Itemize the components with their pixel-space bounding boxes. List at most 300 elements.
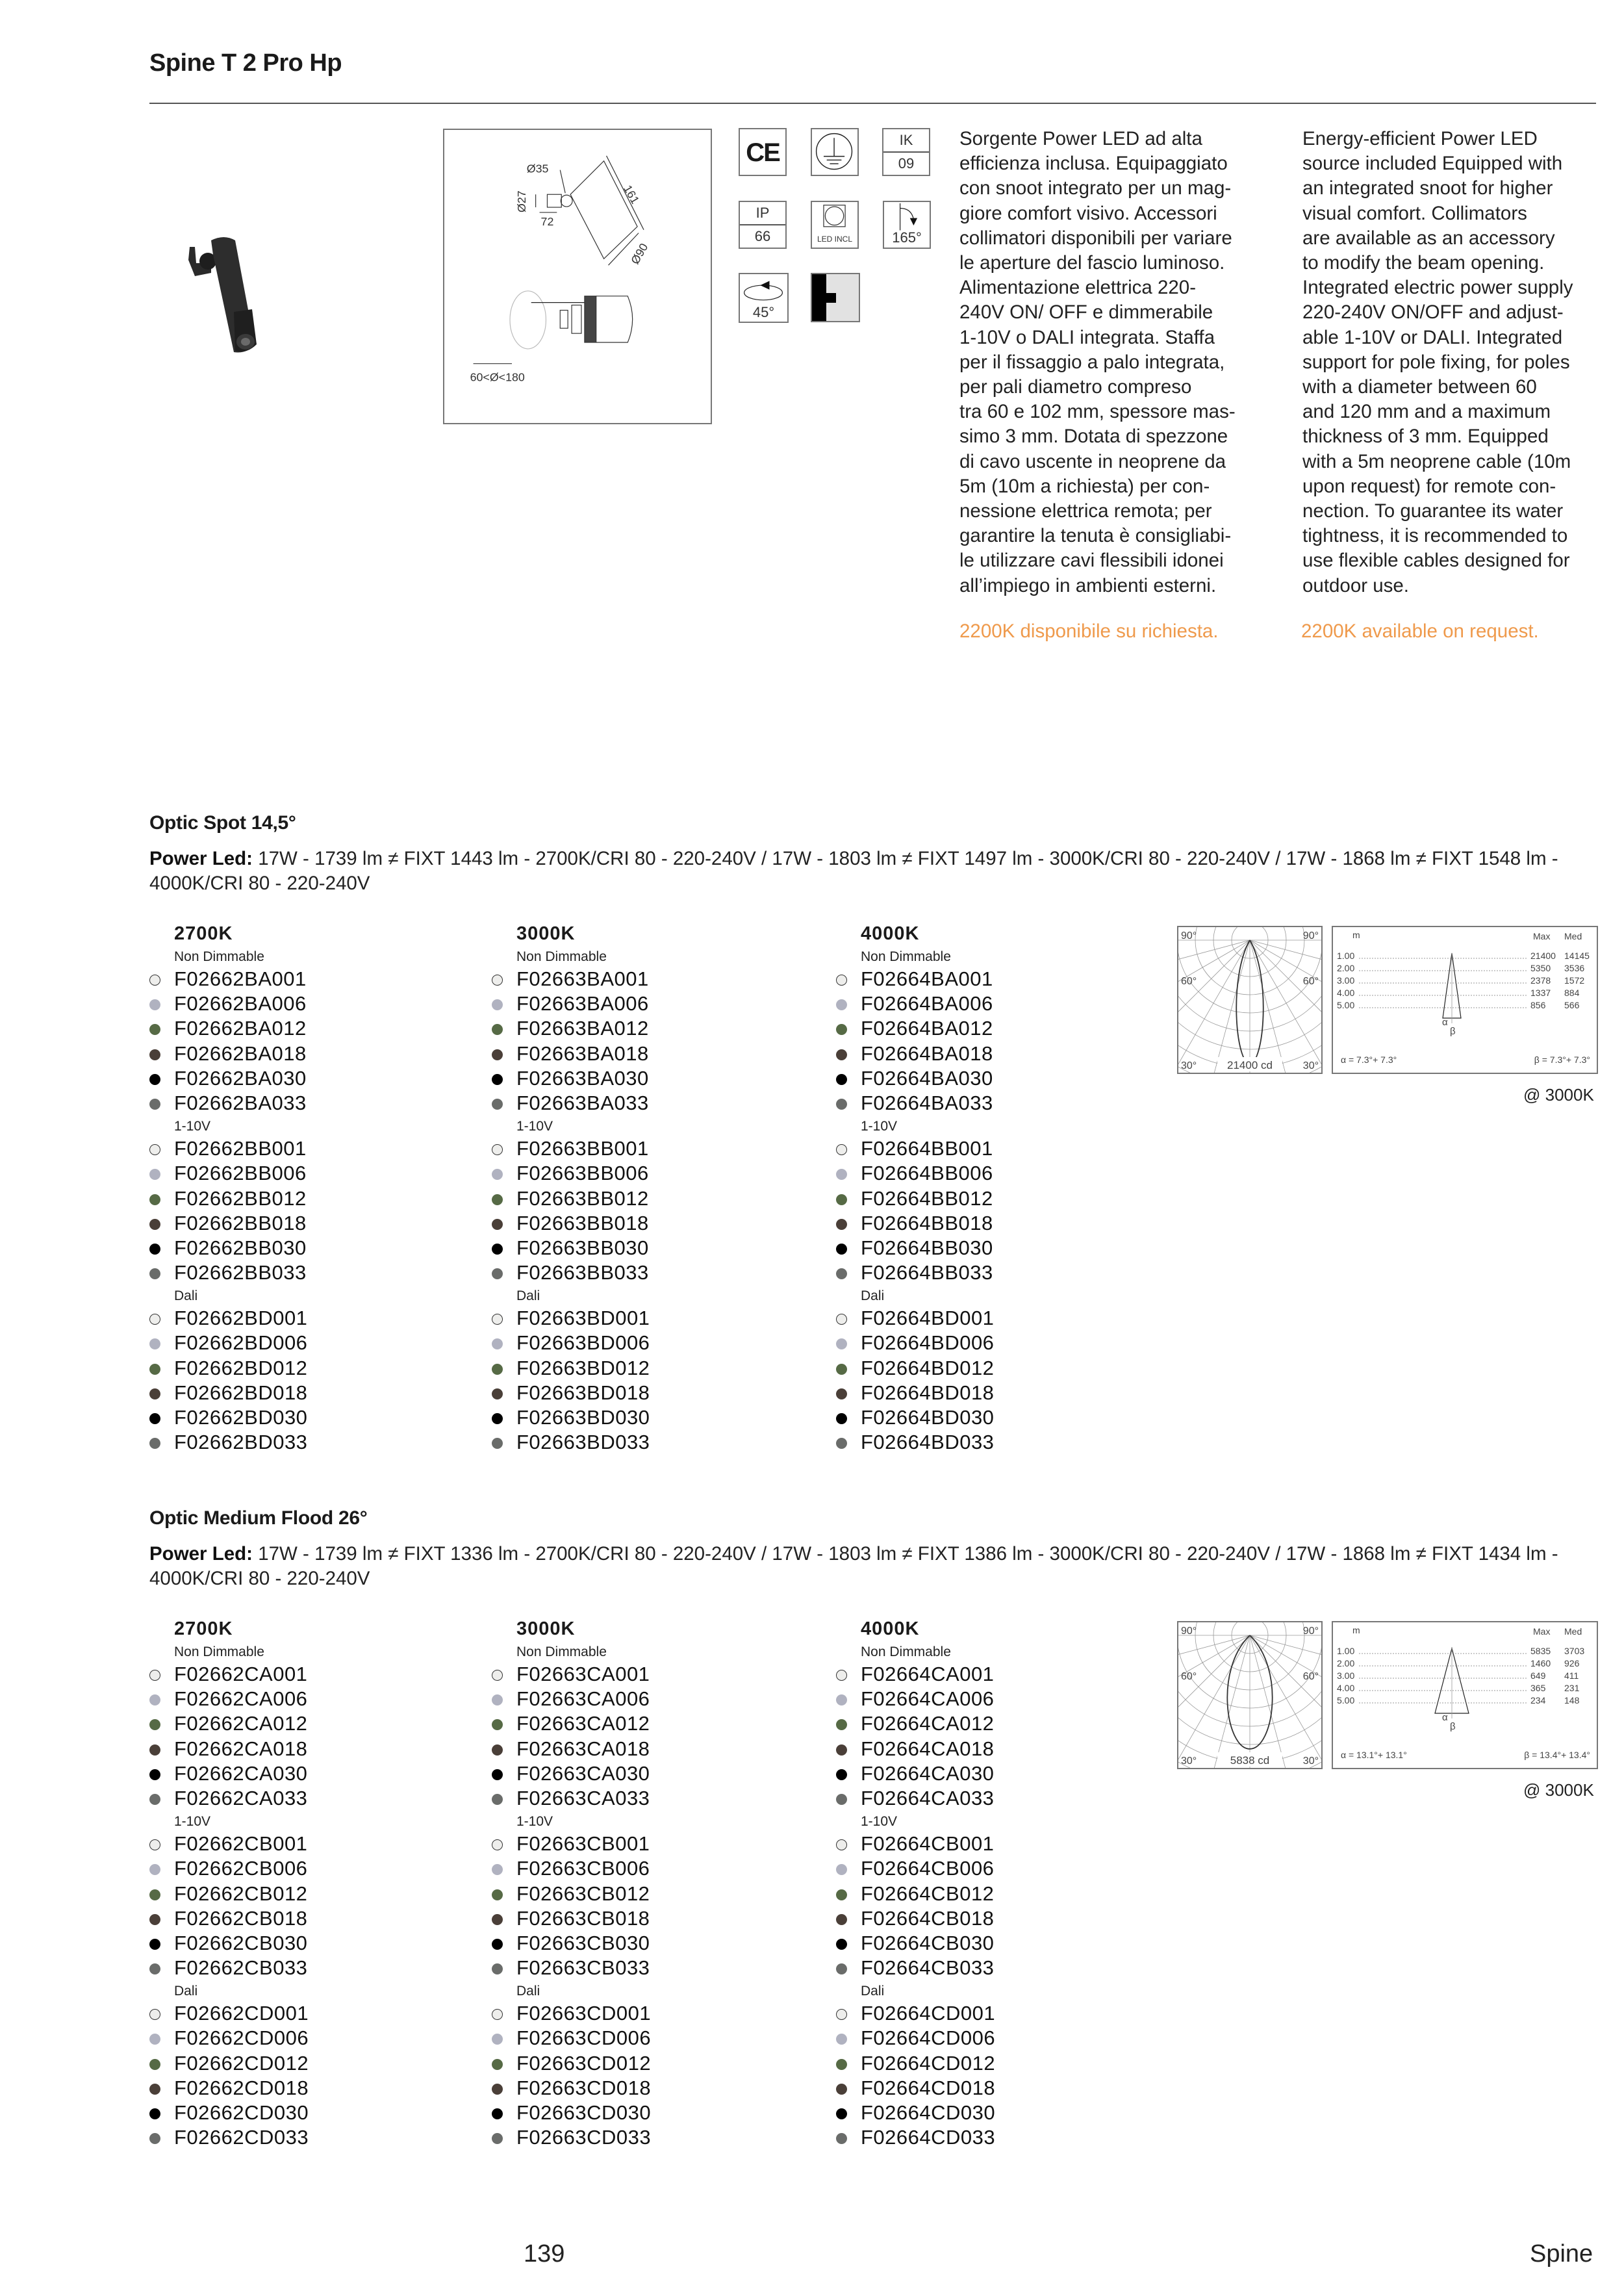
product-code: F02662BA006 bbox=[174, 992, 307, 1016]
max-illuminance: 2378 bbox=[1530, 975, 1551, 986]
finish-color-swatch bbox=[492, 1244, 503, 1255]
product-code: F02663BB030 bbox=[516, 1236, 649, 1259]
polar-diagram bbox=[1177, 926, 1323, 1074]
med-illuminance: 3703 bbox=[1564, 1646, 1585, 1656]
product-code-row bbox=[492, 2051, 830, 2076]
finish-color-swatch bbox=[492, 2133, 503, 2144]
description-line: efficienza inclusa. Equipaggiato bbox=[959, 153, 1228, 175]
finish-color-swatch bbox=[492, 999, 503, 1010]
beta-symbol: β bbox=[1450, 1721, 1456, 1732]
description-line: le utilizzare cavi flessibili idonei bbox=[959, 550, 1224, 572]
product-code: F02662CD033 bbox=[174, 2126, 309, 2149]
finish-color-swatch bbox=[836, 1364, 847, 1375]
finish-color-swatch bbox=[149, 2034, 160, 2045]
product-code-row bbox=[492, 1662, 830, 1687]
section-title: Optic Spot 14,5° bbox=[149, 812, 296, 834]
cct-column-4000K bbox=[836, 1616, 1174, 2150]
dim-label: Ø90 bbox=[628, 241, 651, 267]
product-code-row bbox=[492, 991, 830, 1016]
finish-color-swatch bbox=[492, 2084, 503, 2095]
alpha-angle: α = 7.3°+ 7.3° bbox=[1341, 1054, 1397, 1065]
polar-angle-label: 30° bbox=[1302, 1756, 1319, 1767]
max-illuminance: 21400 bbox=[1530, 951, 1556, 961]
product-code-row bbox=[836, 2125, 1174, 2150]
finish-color-swatch bbox=[492, 1413, 503, 1424]
description-line: 5m (10m a richiesta) per con- bbox=[959, 475, 1210, 497]
product-code-row bbox=[492, 1761, 830, 1786]
description-line: use flexible cables designed for bbox=[1302, 550, 1570, 572]
med-illuminance: 884 bbox=[1564, 988, 1580, 998]
description-line: per il fissaggio a palo integrata, bbox=[959, 351, 1225, 373]
finish-color-swatch bbox=[149, 1024, 160, 1035]
finish-color-swatch bbox=[836, 1099, 847, 1110]
product-code-row bbox=[492, 1066, 830, 1091]
finish-color-swatch bbox=[149, 1338, 160, 1349]
polar-angle-label: 90° bbox=[1302, 1626, 1319, 1637]
section-optic-medium-flood bbox=[0, 1507, 1624, 2190]
product-code: F02663BD018 bbox=[516, 1381, 650, 1404]
product-code-row bbox=[492, 1405, 830, 1430]
product-code: F02663CB001 bbox=[516, 1832, 650, 1856]
product-code-row bbox=[836, 2101, 1174, 2125]
product-code: F02664BA018 bbox=[861, 1041, 993, 1065]
finish-color-swatch bbox=[149, 1769, 160, 1780]
distance-value: 2.00 bbox=[1337, 1658, 1355, 1668]
product-code: F02664BB001 bbox=[861, 1137, 993, 1160]
product-code-row bbox=[492, 1236, 830, 1260]
product-code-row bbox=[492, 1931, 830, 1956]
finish-color-swatch bbox=[836, 1670, 847, 1681]
cct-header: 4000K bbox=[861, 923, 920, 944]
finish-color-swatch bbox=[149, 1939, 160, 1950]
finish-color-swatch bbox=[149, 1694, 160, 1706]
product-code: F02664CA012 bbox=[861, 1712, 995, 1735]
product-code-row bbox=[492, 1381, 830, 1405]
description-line: Alimentazione elettrica 220- bbox=[959, 277, 1197, 299]
description-line: 220-240V ON/OFF and adjust- bbox=[1302, 301, 1564, 324]
max-illuminance: 234 bbox=[1530, 1695, 1546, 1706]
finish-color-swatch bbox=[492, 1024, 503, 1035]
product-code: F02663CB012 bbox=[516, 1882, 650, 1905]
finish-color-swatch bbox=[149, 1244, 160, 1255]
finish-color-swatch bbox=[836, 1268, 847, 1279]
product-code-row bbox=[149, 1906, 487, 1931]
product-code-row bbox=[836, 1931, 1174, 1956]
product-code-row bbox=[836, 1856, 1174, 1881]
finish-color-swatch bbox=[492, 1144, 503, 1155]
control-type-label: 1-10V bbox=[516, 1119, 553, 1134]
polar-angle-label: 30° bbox=[1181, 1756, 1197, 1767]
cct-header: 3000K bbox=[516, 1618, 576, 1639]
cct-column-3000K bbox=[492, 921, 830, 1455]
finish-color-swatch bbox=[149, 2133, 160, 2144]
finish-color-swatch bbox=[149, 1268, 160, 1279]
max-illuminance: 5835 bbox=[1530, 1646, 1551, 1656]
description-line: upon request) for remote con- bbox=[1302, 475, 1556, 497]
product-code: F02664BA012 bbox=[861, 1017, 993, 1040]
ce-mark-icon: CE bbox=[739, 128, 787, 176]
product-code-row bbox=[149, 2001, 487, 2026]
note-english: 2200K available on request. bbox=[1301, 620, 1539, 642]
product-code-row bbox=[149, 967, 487, 991]
product-code-row bbox=[836, 1186, 1174, 1211]
med-illuminance: 3536 bbox=[1564, 963, 1585, 973]
product-code: F02663CD030 bbox=[516, 2101, 652, 2124]
description-line: tightness, it is recommended to bbox=[1302, 525, 1568, 547]
polar-angle-label: 60° bbox=[1181, 976, 1197, 987]
control-type-label: 1-10V bbox=[861, 1119, 898, 1134]
finish-color-swatch bbox=[492, 1219, 503, 1230]
product-code-row bbox=[492, 1016, 830, 1041]
product-code-row bbox=[492, 2001, 830, 2026]
dim-label: 60<Ø<180 bbox=[470, 370, 525, 384]
finish-color-swatch bbox=[836, 1939, 847, 1950]
product-code: F02662CA001 bbox=[174, 1663, 308, 1685]
polar-curve-chart bbox=[1178, 927, 1321, 1073]
distance-value: 4.00 bbox=[1337, 988, 1355, 998]
alpha-symbol: α bbox=[1442, 1017, 1448, 1028]
finish-color-swatch bbox=[492, 1194, 503, 1205]
finish-color-swatch bbox=[492, 1719, 503, 1730]
product-code: F02664BB006 bbox=[861, 1162, 993, 1185]
beta-symbol: β bbox=[1450, 1026, 1456, 1037]
finish-color-swatch bbox=[149, 1049, 160, 1060]
max-illuminance: 1460 bbox=[1530, 1658, 1551, 1668]
product-code-row bbox=[836, 2076, 1174, 2101]
distance-value: 3.00 bbox=[1337, 1670, 1355, 1681]
peak-intensity-label: 21400 cd bbox=[1227, 1059, 1273, 1071]
finish-color-swatch bbox=[149, 1670, 160, 1681]
finish-color-swatch bbox=[492, 1889, 503, 1900]
description-line: con snoot integrato per un mag- bbox=[959, 177, 1232, 199]
product-code: F02662BD030 bbox=[174, 1406, 308, 1429]
power-led-spec bbox=[149, 1542, 1605, 1591]
product-code-row bbox=[149, 1091, 487, 1116]
finish-color-swatch bbox=[836, 1769, 847, 1780]
product-code: F02664BB030 bbox=[861, 1236, 993, 1259]
product-code: F02664CA030 bbox=[861, 1761, 995, 1785]
description-line: visual comfort. Collimators bbox=[1302, 202, 1527, 224]
product-image bbox=[175, 214, 338, 370]
product-code: F02663CA033 bbox=[516, 1786, 650, 1809]
cct-column-2700K bbox=[149, 921, 487, 1455]
product-code: F02662BA030 bbox=[174, 1066, 307, 1090]
product-code-row bbox=[836, 1331, 1174, 1355]
control-type-label: Non Dimmable bbox=[516, 949, 607, 964]
product-code-row bbox=[149, 1405, 487, 1430]
product-code-row bbox=[836, 1761, 1174, 1786]
finish-color-swatch bbox=[836, 1744, 847, 1756]
product-code-row bbox=[149, 1737, 487, 1761]
finish-color-swatch bbox=[836, 1794, 847, 1805]
product-code: F02662BB030 bbox=[174, 1236, 307, 1259]
description-line: garantire la tenuta è consigliabi- bbox=[959, 525, 1232, 547]
med-illuminance: 1572 bbox=[1564, 975, 1585, 986]
product-code: F02663CB018 bbox=[516, 1906, 650, 1930]
product-code-row bbox=[149, 991, 487, 1016]
product-code-row bbox=[836, 1711, 1174, 1736]
finish-color-swatch bbox=[836, 1024, 847, 1035]
finish-color-swatch bbox=[149, 1794, 160, 1805]
cct-column-3000K bbox=[492, 1616, 830, 2150]
product-code: F02663BA033 bbox=[516, 1091, 649, 1114]
product-code: F02664CB001 bbox=[861, 1832, 995, 1856]
finish-color-swatch bbox=[492, 1864, 503, 1875]
med-illuminance: 148 bbox=[1564, 1695, 1580, 1706]
product-code: F02664BB012 bbox=[861, 1186, 993, 1210]
product-code-row bbox=[492, 1687, 830, 1711]
finish-color-swatch bbox=[149, 1438, 160, 1449]
product-code: F02662BB006 bbox=[174, 1162, 307, 1185]
polar-angle-label: 30° bbox=[1302, 1060, 1319, 1071]
med-header: Med bbox=[1564, 931, 1582, 941]
finish-color-swatch bbox=[149, 1864, 160, 1875]
product-code: F02662BD033 bbox=[174, 1431, 308, 1454]
finish-color-swatch bbox=[149, 1963, 160, 1974]
power-led-text: 17W - 1739 lm ≠ FIXT 1443 lm - 2700K/CRI 80 - 220-240V / 17W - 1803 lm ≠ FIXT 1497 lm - 3000K/CRI 80 - 220-240V / 17W - 1868 lm ≠ FIXT 1548 lm - 4000K/CRI 80 - 220-240V bbox=[149, 848, 1558, 894]
product-code-row bbox=[836, 1091, 1174, 1116]
distance-value: 5.00 bbox=[1337, 1695, 1355, 1706]
description-line: 1-10V o DALI integrata. Staffa bbox=[959, 326, 1215, 348]
product-code-row bbox=[149, 1711, 487, 1736]
finish-color-swatch bbox=[836, 2034, 847, 2045]
tilt-angle-icon: 165° bbox=[883, 201, 931, 249]
product-code-row bbox=[149, 1331, 487, 1355]
finish-color-swatch bbox=[836, 1839, 847, 1850]
product-code: F02664BD006 bbox=[861, 1331, 995, 1355]
distance-header: m bbox=[1352, 930, 1360, 940]
finish-color-swatch bbox=[492, 1169, 503, 1180]
description-line: all’impiego in ambienti esterni. bbox=[959, 574, 1217, 596]
wall-mount-icon bbox=[811, 273, 860, 322]
product-code: F02662CA033 bbox=[174, 1786, 308, 1809]
beam-cone-diagram bbox=[1333, 1622, 1597, 1768]
finish-color-swatch bbox=[149, 2059, 160, 2070]
product-code: F02663CA018 bbox=[516, 1737, 650, 1760]
product-code: F02664BA006 bbox=[861, 992, 993, 1016]
product-code-row bbox=[836, 967, 1174, 991]
product-code: F02662BB001 bbox=[174, 1137, 307, 1160]
product-code-row bbox=[149, 2101, 487, 2125]
product-code: F02663BA006 bbox=[516, 992, 649, 1016]
product-code: F02664CD006 bbox=[861, 2026, 996, 2050]
product-code: F02663BD001 bbox=[516, 1307, 650, 1330]
product-code-row bbox=[492, 1956, 830, 1980]
finish-color-swatch bbox=[836, 1049, 847, 1060]
product-code-row bbox=[492, 1091, 830, 1116]
control-type-label: Non Dimmable bbox=[174, 949, 264, 964]
product-code: F02663BB006 bbox=[516, 1162, 649, 1185]
product-code: F02662CB006 bbox=[174, 1857, 308, 1880]
distance-header: m bbox=[1352, 1625, 1360, 1635]
product-code-row bbox=[836, 991, 1174, 1016]
product-code-row bbox=[492, 2101, 830, 2125]
description-line: with a diameter between 60 bbox=[1302, 376, 1537, 398]
description-line: le aperture del fascio luminoso. bbox=[959, 252, 1225, 274]
finish-color-swatch bbox=[836, 2059, 847, 2070]
finish-color-swatch bbox=[836, 1194, 847, 1205]
finish-color-swatch bbox=[492, 1914, 503, 1925]
product-code: F02663CD018 bbox=[516, 2076, 652, 2099]
description-line: per pali diametro compreso bbox=[959, 376, 1192, 398]
distance-value: 3.00 bbox=[1337, 975, 1355, 986]
finish-color-swatch bbox=[836, 1244, 847, 1255]
product-code-row bbox=[836, 1211, 1174, 1236]
product-code: F02664CD018 bbox=[861, 2076, 996, 2099]
distance-value: 2.00 bbox=[1337, 963, 1355, 973]
finish-color-swatch bbox=[149, 999, 160, 1010]
product-code: F02662CB001 bbox=[174, 1832, 308, 1856]
product-code-row bbox=[492, 1041, 830, 1066]
finish-color-swatch bbox=[492, 1438, 503, 1449]
finish-color-swatch bbox=[836, 1388, 847, 1399]
product-code: F02662CD030 bbox=[174, 2101, 309, 2124]
med-illuminance: 231 bbox=[1564, 1683, 1580, 1693]
illuminance-table bbox=[1332, 1621, 1598, 1769]
description-line: Energy-efficient Power LED bbox=[1302, 128, 1538, 149]
product-code: F02664BA001 bbox=[861, 967, 993, 990]
finish-color-swatch bbox=[492, 1268, 503, 1279]
product-code-row bbox=[836, 1662, 1174, 1687]
product-code: F02663CB033 bbox=[516, 1956, 650, 1980]
finish-color-swatch bbox=[836, 2133, 847, 2144]
distance-value: 5.00 bbox=[1337, 1000, 1355, 1010]
product-code-row bbox=[149, 1211, 487, 1236]
product-code: F02662BA018 bbox=[174, 1041, 307, 1065]
product-code: F02664BB033 bbox=[861, 1261, 993, 1284]
finish-color-swatch bbox=[492, 1794, 503, 1805]
control-type-label: Non Dimmable bbox=[516, 1644, 607, 1659]
finish-color-swatch bbox=[836, 1694, 847, 1706]
polar-angle-label: 60° bbox=[1302, 976, 1319, 987]
finish-color-swatch bbox=[149, 1364, 160, 1375]
product-code: F02663BA018 bbox=[516, 1041, 649, 1065]
polar-curve-chart bbox=[1178, 1622, 1321, 1768]
product-code: F02664CD033 bbox=[861, 2126, 996, 2149]
product-code-row bbox=[492, 1136, 830, 1161]
finish-color-swatch bbox=[492, 1314, 503, 1325]
finish-color-swatch bbox=[836, 1963, 847, 1974]
finish-color-swatch bbox=[836, 1864, 847, 1875]
product-code: F02662BD018 bbox=[174, 1381, 308, 1404]
product-code-row bbox=[492, 1856, 830, 1881]
product-code: F02662CD006 bbox=[174, 2026, 309, 2050]
description-line: di cavo uscente in neoprene da bbox=[959, 450, 1226, 472]
product-code: F02662BB018 bbox=[174, 1211, 307, 1234]
product-code: F02663BB033 bbox=[516, 1261, 649, 1284]
product-code-row bbox=[836, 2051, 1174, 2076]
distance-value: 1.00 bbox=[1337, 1646, 1355, 1656]
description-line: giore comfort visivo. Accessori bbox=[959, 202, 1217, 224]
product-code-row bbox=[492, 1331, 830, 1355]
finish-color-swatch bbox=[492, 1963, 503, 1974]
product-code-row bbox=[149, 2051, 487, 2076]
product-code: F02662BA001 bbox=[174, 967, 307, 990]
max-illuminance: 1337 bbox=[1530, 988, 1551, 998]
cct-header: 2700K bbox=[174, 1618, 233, 1639]
description-line: source included Equipped with bbox=[1302, 153, 1563, 175]
finish-color-swatch bbox=[836, 1914, 847, 1925]
finish-color-swatch bbox=[836, 1314, 847, 1325]
product-code-row bbox=[149, 1856, 487, 1881]
product-code: F02662CA030 bbox=[174, 1761, 308, 1785]
product-code: F02663BD030 bbox=[516, 1406, 650, 1429]
description-line: outdoor use. bbox=[1302, 574, 1410, 596]
photometry-cct-note: @ 3000K bbox=[1523, 1085, 1594, 1105]
product-code-row bbox=[836, 1687, 1174, 1711]
product-code: F02663CA001 bbox=[516, 1663, 650, 1685]
rotation-angle-icon: 45° bbox=[739, 273, 789, 323]
finish-color-swatch bbox=[492, 1744, 503, 1756]
power-led-label: Power Led: bbox=[149, 1543, 253, 1565]
product-code: F02664CA033 bbox=[861, 1786, 995, 1809]
product-code: F02664BA033 bbox=[861, 1091, 993, 1114]
description-line: to modify the beam opening. bbox=[1302, 252, 1545, 274]
product-code-row bbox=[149, 1956, 487, 1980]
finish-color-swatch bbox=[149, 2084, 160, 2095]
finish-color-swatch bbox=[149, 2108, 160, 2119]
product-code-row bbox=[836, 1260, 1174, 1285]
control-type-label: 1-10V bbox=[174, 1814, 211, 1830]
finish-color-swatch bbox=[492, 1074, 503, 1085]
control-type-label: Non Dimmable bbox=[861, 949, 951, 964]
ip-rating-icon: IP 66 bbox=[739, 201, 787, 249]
product-code: F02664BB018 bbox=[861, 1211, 993, 1234]
product-code-row bbox=[836, 1356, 1174, 1381]
product-code: F02663CA006 bbox=[516, 1687, 650, 1711]
control-type-label: Non Dimmable bbox=[861, 1644, 951, 1659]
control-type-label: 1-10V bbox=[174, 1119, 211, 1134]
med-illuminance: 926 bbox=[1564, 1658, 1580, 1668]
product-code-row bbox=[149, 1381, 487, 1405]
max-illuminance: 365 bbox=[1530, 1683, 1546, 1693]
product-code: F02663BD012 bbox=[516, 1356, 650, 1379]
section-optic-spot bbox=[0, 812, 1624, 1494]
finish-color-swatch bbox=[149, 1099, 160, 1110]
polar-angle-label: 90° bbox=[1181, 1626, 1197, 1637]
product-code: F02662CB030 bbox=[174, 1931, 308, 1954]
description-line: nection. To guarantee its water bbox=[1302, 500, 1564, 522]
page-number: 139 bbox=[524, 2240, 565, 2268]
product-code: F02662BD001 bbox=[174, 1307, 308, 1330]
power-led-text: 17W - 1739 lm ≠ FIXT 1336 lm - 2700K/CRI 80 - 220-240V / 17W - 1803 lm ≠ FIXT 1386 lm - 3000K/CRI 80 - 220-240V / 17W - 1868 lm ≠ FIXT 1434 lm - 4000K/CRI 80 - 220-240V bbox=[149, 1543, 1558, 1589]
illuminance-table bbox=[1332, 926, 1598, 1074]
polar-angle-label: 90° bbox=[1302, 930, 1319, 941]
finish-color-swatch bbox=[836, 1144, 847, 1155]
dim-label: Ø27 bbox=[514, 190, 528, 212]
product-code-row bbox=[149, 1260, 487, 1285]
product-code-row bbox=[149, 1931, 487, 1956]
product-code: F02664CD030 bbox=[861, 2101, 996, 2124]
power-led-spec bbox=[149, 847, 1605, 896]
description-line: tra 60 e 102 mm, spessore mas- bbox=[959, 401, 1236, 423]
product-code-row bbox=[492, 1306, 830, 1331]
control-type-label: Dali bbox=[861, 1288, 885, 1304]
product-code: F02663CD001 bbox=[516, 2002, 652, 2025]
description-line: support for pole fixing, for poles bbox=[1302, 351, 1570, 373]
product-code-row bbox=[836, 1906, 1174, 1931]
finish-color-swatch bbox=[836, 1889, 847, 1900]
finish-color-swatch bbox=[149, 1194, 160, 1205]
product-code-row bbox=[492, 1786, 830, 1811]
peak-intensity-label: 5838 cd bbox=[1230, 1754, 1270, 1767]
med-illuminance: 411 bbox=[1564, 1670, 1579, 1681]
product-code-row bbox=[836, 1236, 1174, 1260]
product-code-row bbox=[149, 1786, 487, 1811]
product-code-row bbox=[149, 2026, 487, 2050]
finish-color-swatch bbox=[149, 1314, 160, 1325]
description-line: simo 3 mm. Dotata di spezzone bbox=[959, 426, 1228, 448]
